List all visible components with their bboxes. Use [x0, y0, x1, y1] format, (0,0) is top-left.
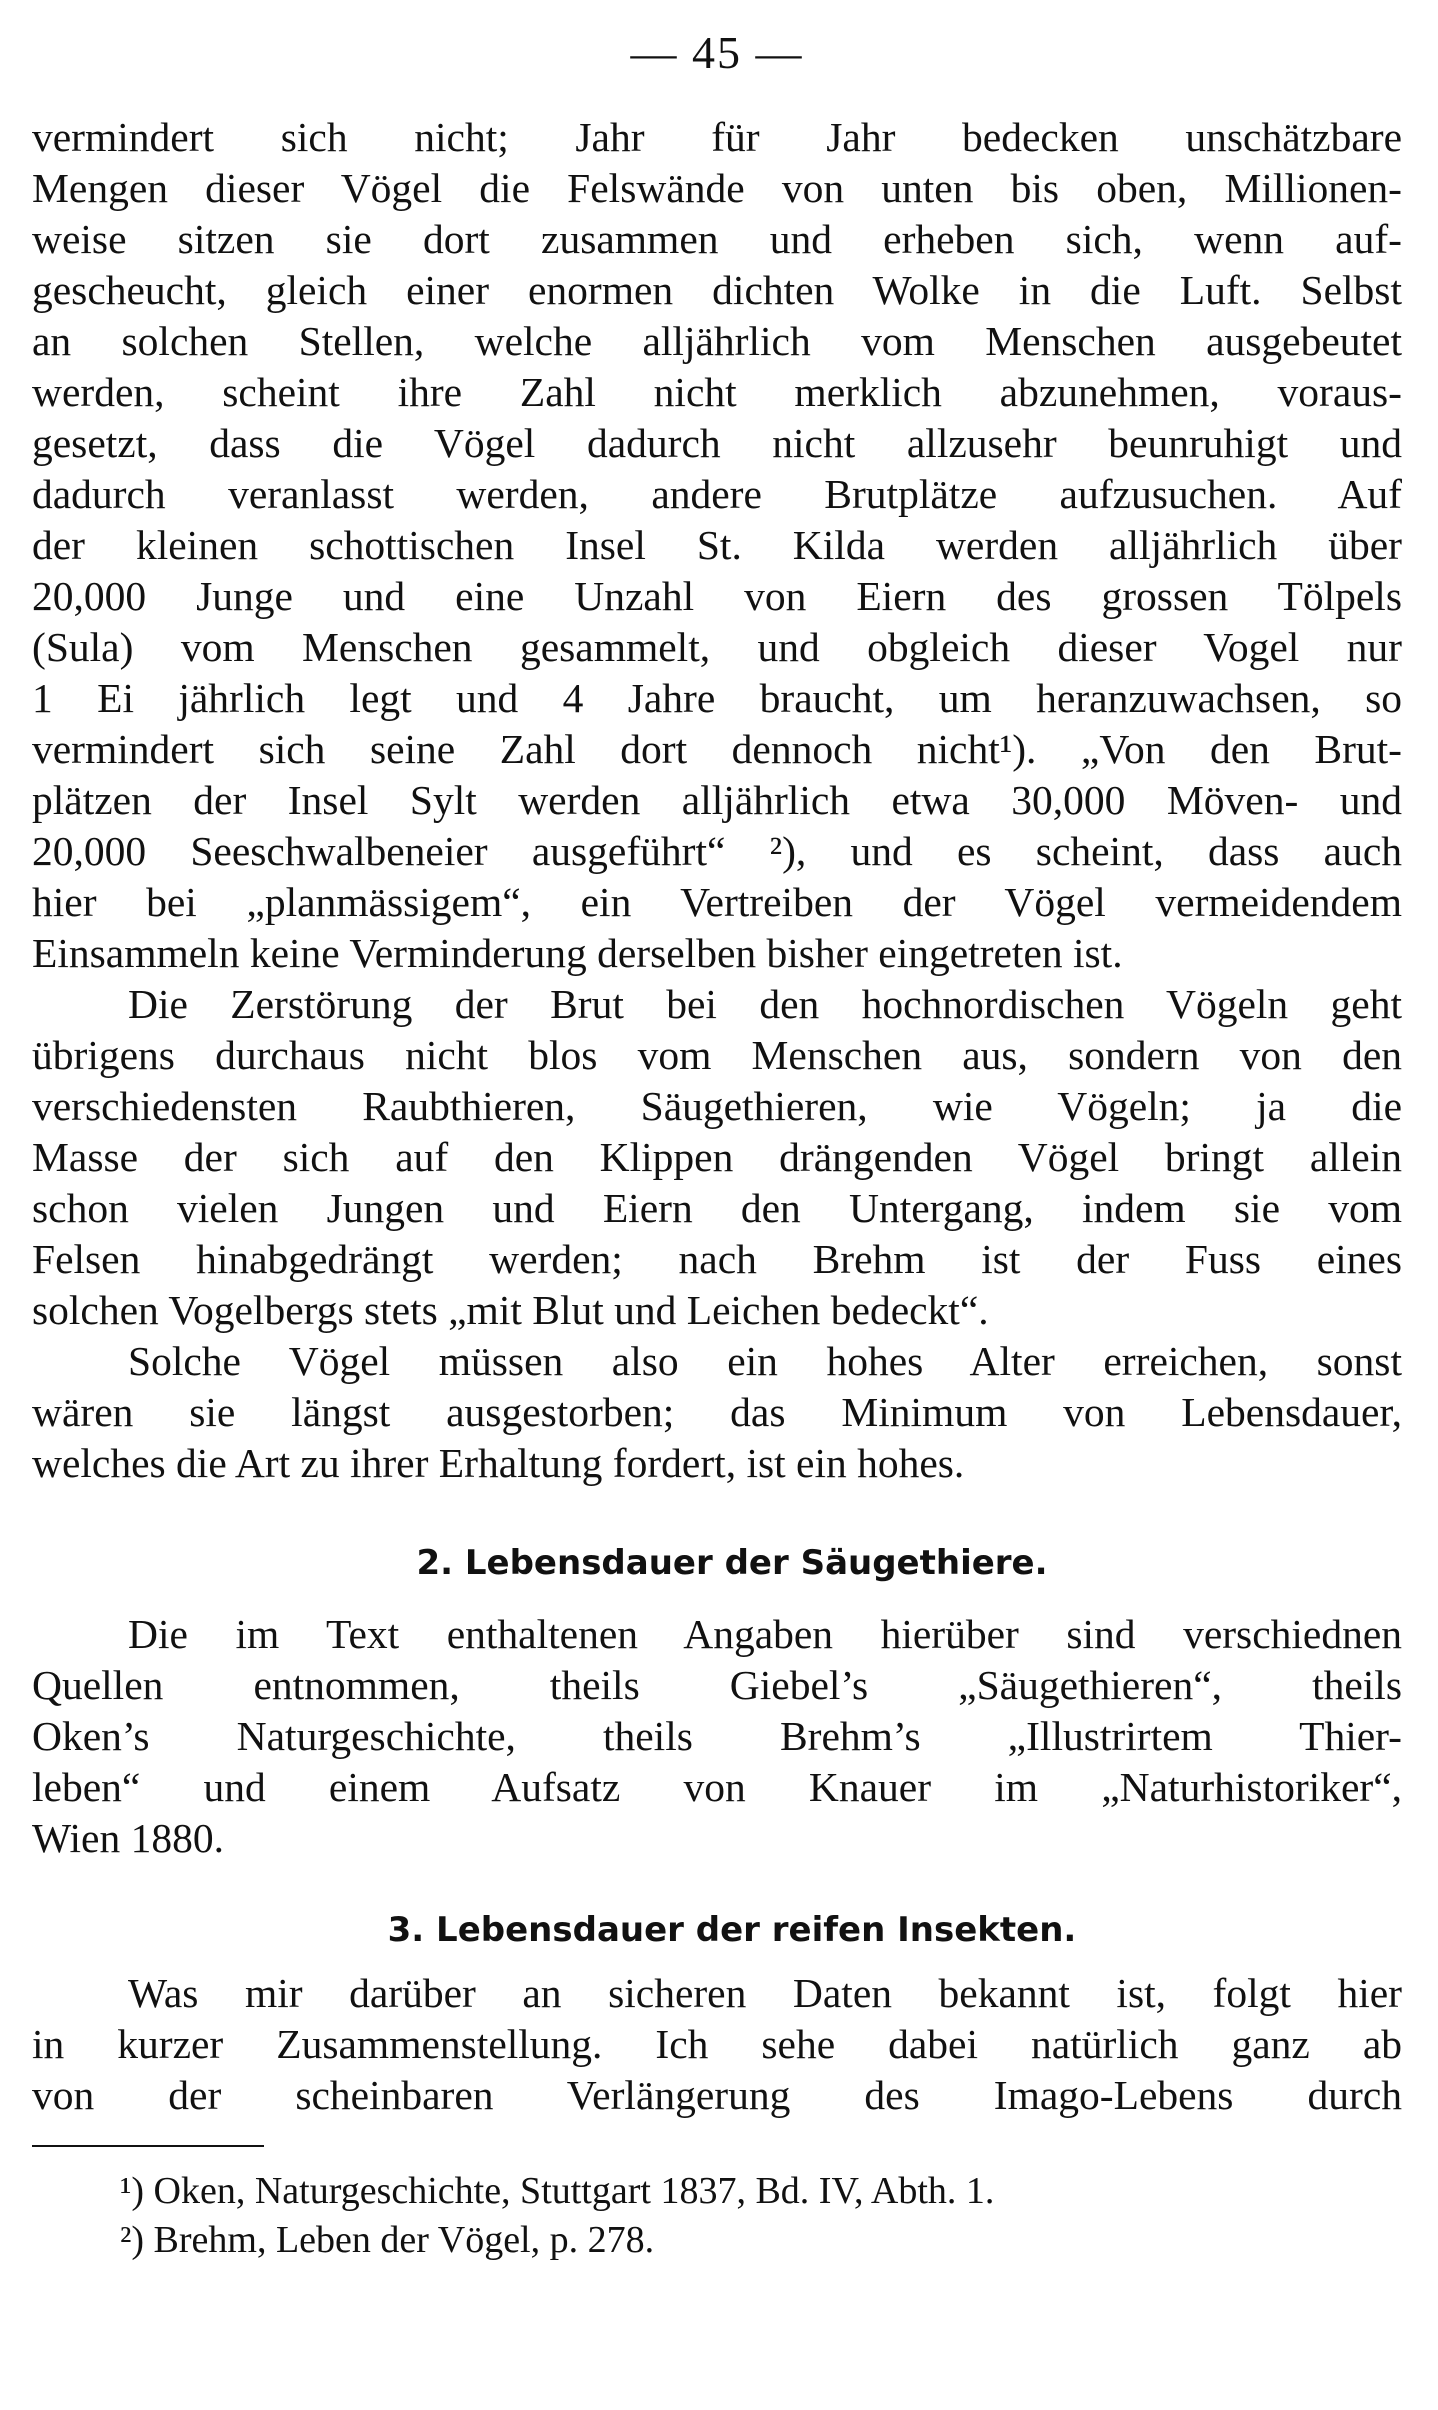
text-line: weise sitzen sie dort zusammen und erheben sich, wenn auf-: [32, 216, 1402, 262]
text-line: Die im Text enthaltenen Angaben hierüber sind verschiednen: [128, 1611, 1402, 1657]
text-line: (Sula) vom Menschen gesammelt, und obgleich dieser Vogel nur: [32, 624, 1402, 670]
book-page: [32, 27, 1402, 2265]
text-line: gescheucht, gleich einer enormen dichten Wolke in die Luft. Selbst: [32, 267, 1402, 313]
text-line: an solchen Stellen, welche alljährlich vom Menschen ausgebeutet: [32, 318, 1402, 364]
text-line: Die Zerstörung der Brut bei den hochnordischen Vögeln geht: [128, 981, 1402, 1027]
text-line: Felsen hinabgedrängt werden; nach Brehm ist der Fuss eines: [32, 1236, 1402, 1282]
section-heading-mammals: 2. Lebensdauer der Säugethiere.: [416, 1543, 1048, 1583]
section-heading-insects: 3. Lebensdauer der reifen Insekten.: [387, 1910, 1077, 1950]
text-line: der kleinen schottischen Insel St. Kilda werden alljährlich über: [32, 522, 1402, 568]
section-body-mammals: [32, 1609, 1402, 1864]
text-line: welches die Art zu ihrer Erhaltung fordert, ist ein hohes.: [32, 1440, 965, 1486]
text-line: 1 Ei jährlich legt und 4 Jahre braucht, um heranzuwachsen, so: [32, 675, 1402, 721]
text-line: vermindert sich nicht; Jahr für Jahr bedecken unschätzbare: [32, 114, 1402, 160]
text-line: werden, scheint ihre Zahl nicht merklich abzunehmen, voraus-: [32, 369, 1402, 415]
text-line: übrigens durchaus nicht blos vom Menschen aus, sondern von den: [32, 1032, 1402, 1078]
text-line: Wien 1880.: [32, 1815, 224, 1861]
paragraph-continuation: [32, 112, 1402, 979]
footnotes: [32, 2167, 1402, 2265]
footnote-1: ¹) Oken, Naturgeschichte, Stuttgart 1837, Bd. IV, Abth. 1.: [120, 2170, 995, 2212]
text-line: Oken’s Naturgeschichte, theils Brehm’s „Illustrirtem Thier-: [32, 1713, 1402, 1759]
text-line: schon vielen Jungen und Eiern den Untergang, indem sie vom: [32, 1185, 1402, 1231]
text-line: gesetzt, dass die Vögel dadurch nicht allzusehr beunruhigt und: [32, 420, 1402, 466]
text-line: Solche Vögel müssen also ein hohes Alter erreichen, sonst: [128, 1338, 1402, 1384]
text-line: vermindert sich seine Zahl dort dennoch nicht¹). „Von den Brut-: [32, 726, 1402, 772]
text-line: 20,000 Seeschwalbeneier ausgeführt“ ²), und es scheint, dass auch: [32, 828, 1402, 874]
footnote-divider: [32, 2145, 264, 2147]
paragraph-conclusion: [32, 1336, 1402, 1489]
text-line: Was mir darüber an sicheren Daten bekannt ist, folgt hier: [128, 1970, 1402, 2016]
footnote-2: ²) Brehm, Leben der Vögel, p. 278.: [120, 2219, 655, 2261]
text-line: plätzen der Insel Sylt werden alljährlich etwa 30,000 Möven- und: [32, 777, 1402, 823]
section-body-insects: [32, 1968, 1402, 2121]
text-line: in kurzer Zusammenstellung. Ich sehe dabei natürlich ganz ab: [32, 2021, 1402, 2067]
text-line: dadurch veranlasst werden, andere Brutplätze aufzusuchen. Auf: [32, 471, 1402, 517]
text-line: verschiedensten Raubthieren, Säugethieren, wie Vögeln; ja die: [32, 1083, 1402, 1129]
text-line: leben“ und einem Aufsatz von Knauer im „Naturhistoriker“,: [32, 1764, 1402, 1810]
page-number: — 45 —: [630, 27, 804, 78]
text-line: Mengen dieser Vögel die Felswände von unten bis oben, Millionen-: [32, 165, 1402, 211]
text-line: Einsammeln keine Verminderung derselben bisher eingetreten ist.: [32, 930, 1123, 976]
text-line: hier bei „planmässigem“, ein Vertreiben der Vögel vermeidendem: [32, 879, 1402, 925]
text-line: solchen Vogelbergs stets „mit Blut und Leichen bedeckt“.: [32, 1287, 989, 1333]
text-line: Masse der sich auf den Klippen drängenden Vögel bringt allein: [32, 1134, 1402, 1180]
text-line: 20,000 Junge und eine Unzahl von Eiern des grossen Tölpels: [32, 573, 1402, 619]
paragraph-brood-destruction: [32, 979, 1402, 1336]
text-line: von der scheinbaren Verlängerung des Imago-Lebens durch: [32, 2072, 1402, 2118]
text-line: Quellen entnommen, theils Giebel’s „Säugethieren“, theils: [32, 1662, 1402, 1708]
text-line: wären sie längst ausgestorben; das Minimum von Lebensdauer,: [32, 1389, 1402, 1435]
